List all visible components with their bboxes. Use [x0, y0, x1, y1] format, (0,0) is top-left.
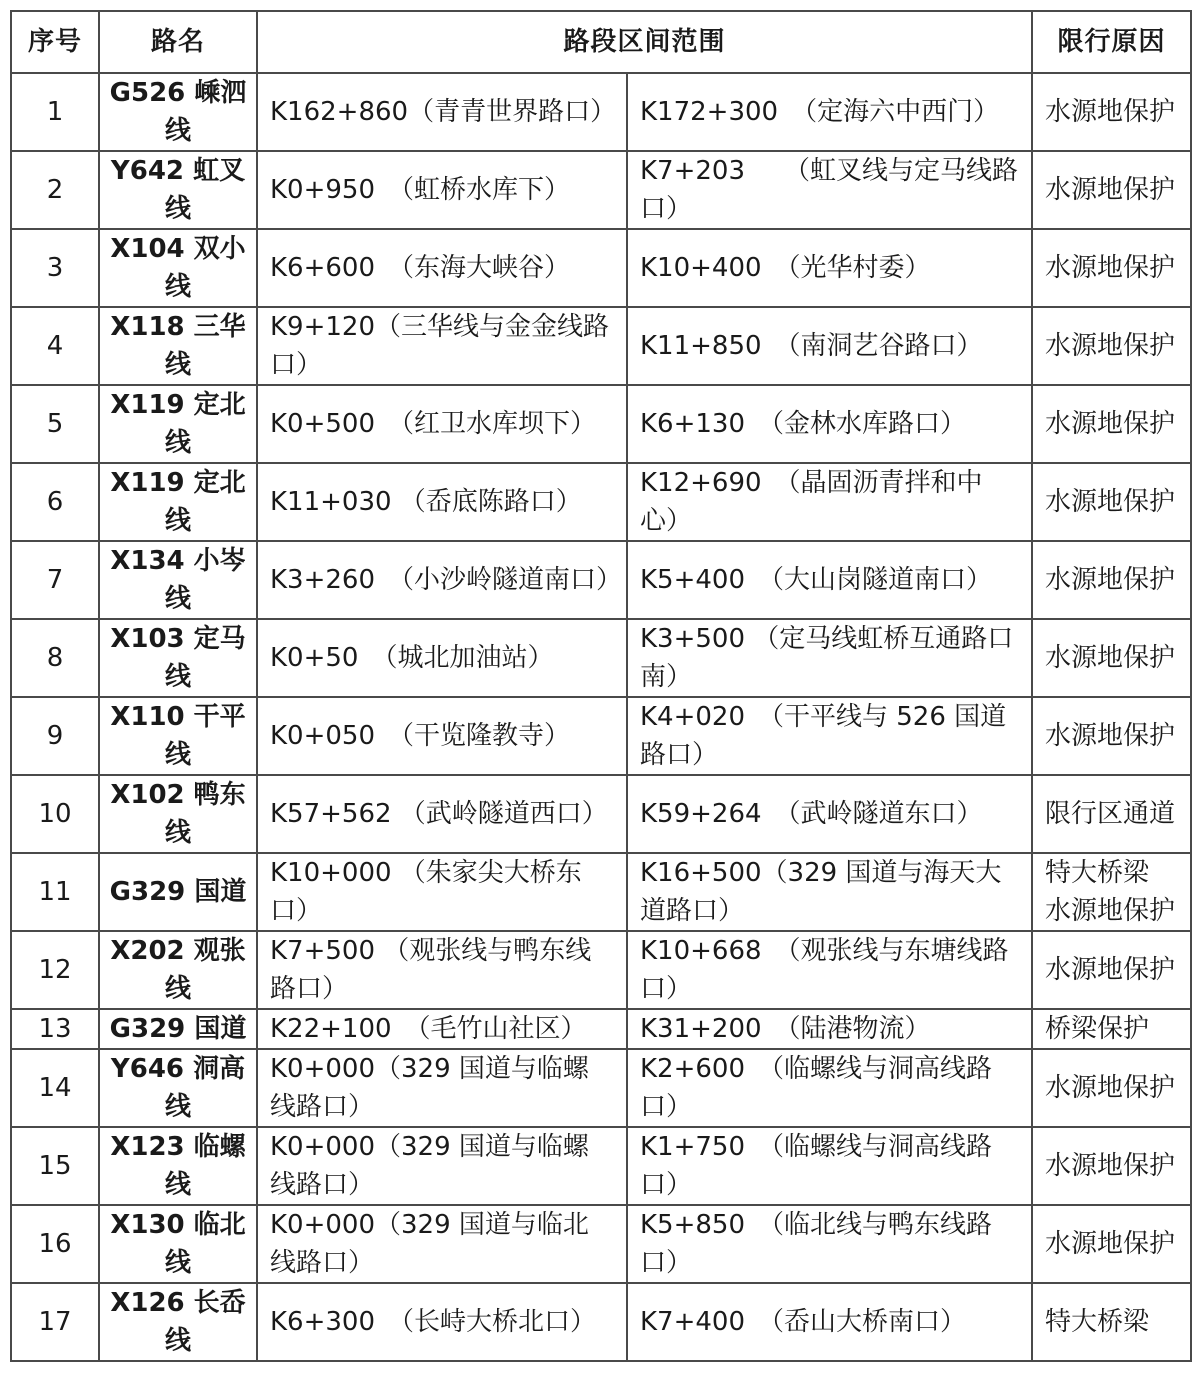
table-header-row [11, 11, 1191, 73]
row-road-name: X118 三华线 [99, 307, 257, 385]
table-row [11, 463, 1191, 541]
reason-line: 水源地保护 [1045, 487, 1176, 517]
row-range-end: K11+850 （南洞艺谷路口） [627, 307, 1032, 385]
row-range-end: K10+668 （观张线与东塘线路口） [627, 931, 1032, 1009]
row-range-end: K7+203 （虹叉线与定马线路口） [627, 151, 1032, 229]
row-range-start: K57+562 （武岭隧道西口） [257, 775, 627, 853]
row-range-start: K0+50 （城北加油站） [257, 619, 627, 697]
table-row [11, 229, 1191, 307]
table-row [11, 1205, 1191, 1283]
row-road-name: X110 干平线 [99, 697, 257, 775]
row-index: 12 [11, 931, 99, 1009]
row-index: 10 [11, 775, 99, 853]
reason-line: 水源地保护 [1045, 955, 1176, 985]
row-range-end: K2+600 （临螺线与洞高线路口） [627, 1049, 1032, 1127]
table-row [11, 1283, 1191, 1361]
header-range: 路段区间范围 [257, 11, 1032, 73]
row-range-end: K5+400 （大山岗隧道南口） [627, 541, 1032, 619]
row-road-name: G329 国道 [99, 853, 257, 931]
row-index: 2 [11, 151, 99, 229]
row-range-end: K12+690 （晶固沥青拌和中心） [627, 463, 1032, 541]
restriction-table [10, 10, 1192, 1362]
row-range-start: K0+000（329 国道与临螺线路口） [257, 1049, 627, 1127]
row-reason [1032, 853, 1191, 931]
table-row [11, 775, 1191, 853]
row-index: 8 [11, 619, 99, 697]
header-reason: 限行原因 [1032, 11, 1191, 73]
row-index: 4 [11, 307, 99, 385]
table-row [11, 931, 1191, 1009]
row-road-name: X134 小岑线 [99, 541, 257, 619]
row-index: 17 [11, 1283, 99, 1361]
row-reason [1032, 1205, 1191, 1283]
row-reason [1032, 1009, 1191, 1049]
row-road-name: X123 临螺线 [99, 1127, 257, 1205]
row-range-end: K10+400 （光华村委） [627, 229, 1032, 307]
table-row [11, 385, 1191, 463]
row-range-end: K7+400 （岙山大桥南口） [627, 1283, 1032, 1361]
reason-line: 水源地保护 [1045, 409, 1176, 439]
reason-line: 特大桥梁 [1045, 1307, 1150, 1337]
row-reason [1032, 151, 1191, 229]
row-range-start: K0+000（329 国道与临螺线路口） [257, 1127, 627, 1205]
row-road-name: X126 长岙线 [99, 1283, 257, 1361]
row-range-start: K6+600 （东海大峡谷） [257, 229, 627, 307]
row-road-name: X102 鸭东线 [99, 775, 257, 853]
row-road-name: X202 观张线 [99, 931, 257, 1009]
row-range-start: K10+000 （朱家尖大桥东口） [257, 853, 627, 931]
row-range-start: K3+260 （小沙岭隧道南口） [257, 541, 627, 619]
row-road-name: G329 国道 [99, 1009, 257, 1049]
reason-line: 水源地保护 [1045, 175, 1176, 205]
table-row [11, 1009, 1191, 1049]
table-row [11, 541, 1191, 619]
row-range-end: K31+200 （陆港物流） [627, 1009, 1032, 1049]
reason-line: 水源地保护 [1045, 331, 1176, 361]
row-road-name: X119 定北线 [99, 385, 257, 463]
row-index: 6 [11, 463, 99, 541]
row-reason [1032, 1049, 1191, 1127]
row-reason [1032, 307, 1191, 385]
table-row [11, 619, 1191, 697]
row-road-name: Y646 洞高线 [99, 1049, 257, 1127]
reason-line: 水源地保护 [1045, 896, 1176, 926]
reason-line: 水源地保护 [1045, 1229, 1176, 1259]
row-range-end: K1+750 （临螺线与洞高线路口） [627, 1127, 1032, 1205]
row-range-end: K16+500（329 国道与海天大道路口） [627, 853, 1032, 931]
row-road-name: X103 定马线 [99, 619, 257, 697]
row-reason [1032, 541, 1191, 619]
reason-line: 限行区通道 [1045, 799, 1176, 829]
row-index: 9 [11, 697, 99, 775]
row-range-start: K9+120（三华线与金金线路口） [257, 307, 627, 385]
row-index: 14 [11, 1049, 99, 1127]
row-range-start: K0+950 （虹桥水库下） [257, 151, 627, 229]
row-reason [1032, 73, 1191, 151]
row-range-start: K0+000（329 国道与临北线路口） [257, 1205, 627, 1283]
row-index: 13 [11, 1009, 99, 1049]
row-reason [1032, 931, 1191, 1009]
row-range-end: K172+300 （定海六中西门） [627, 73, 1032, 151]
header-index: 序号 [11, 11, 99, 73]
row-reason [1032, 619, 1191, 697]
row-road-name: Y642 虹叉线 [99, 151, 257, 229]
row-range-start: K22+100 （毛竹山社区） [257, 1009, 627, 1049]
table-row [11, 697, 1191, 775]
row-road-name: X104 双小线 [99, 229, 257, 307]
row-reason [1032, 229, 1191, 307]
row-range-end: K4+020 （干平线与 526 国道路口） [627, 697, 1032, 775]
row-reason [1032, 775, 1191, 853]
table-row [11, 1049, 1191, 1127]
row-index: 1 [11, 73, 99, 151]
row-index: 15 [11, 1127, 99, 1205]
row-range-end: K59+264 （武岭隧道东口） [627, 775, 1032, 853]
row-index: 16 [11, 1205, 99, 1283]
reason-line: 水源地保护 [1045, 721, 1176, 751]
row-road-name: X130 临北线 [99, 1205, 257, 1283]
table-row [11, 1127, 1191, 1205]
row-range-start: K7+500 （观张线与鸭东线路口） [257, 931, 627, 1009]
table-row [11, 307, 1191, 385]
row-range-start: K11+030 （岙底陈路口） [257, 463, 627, 541]
row-road-name: X119 定北线 [99, 463, 257, 541]
row-range-start: K0+050 （干览隆教寺） [257, 697, 627, 775]
reason-line: 特大桥梁 [1045, 858, 1150, 888]
row-range-end: K5+850 （临北线与鸭东线路口） [627, 1205, 1032, 1283]
table-row [11, 73, 1191, 151]
table-row [11, 853, 1191, 931]
row-road-name: G526 嵊泗线 [99, 73, 257, 151]
row-index: 11 [11, 853, 99, 931]
table-row [11, 151, 1191, 229]
row-reason [1032, 1283, 1191, 1361]
reason-line: 水源地保护 [1045, 1151, 1176, 1181]
reason-line: 水源地保护 [1045, 565, 1176, 595]
reason-line: 水源地保护 [1045, 1073, 1176, 1103]
row-index: 5 [11, 385, 99, 463]
row-range-start: K162+860（青青世界路口） [257, 73, 627, 151]
row-range-start: K6+300 （长峙大桥北口） [257, 1283, 627, 1361]
row-range-end: K3+500 （定马线虹桥互通路口南） [627, 619, 1032, 697]
table-body [11, 73, 1191, 1361]
reason-line: 水源地保护 [1045, 97, 1176, 127]
header-road: 路名 [99, 11, 257, 73]
row-index: 3 [11, 229, 99, 307]
reason-line: 水源地保护 [1045, 253, 1176, 283]
reason-line: 水源地保护 [1045, 643, 1176, 673]
row-range-start: K0+500 （红卫水库坝下） [257, 385, 627, 463]
row-reason [1032, 1127, 1191, 1205]
row-index: 7 [11, 541, 99, 619]
row-reason [1032, 385, 1191, 463]
row-reason [1032, 463, 1191, 541]
row-range-end: K6+130 （金林水库路口） [627, 385, 1032, 463]
row-reason [1032, 697, 1191, 775]
reason-line: 桥梁保护 [1045, 1014, 1150, 1044]
